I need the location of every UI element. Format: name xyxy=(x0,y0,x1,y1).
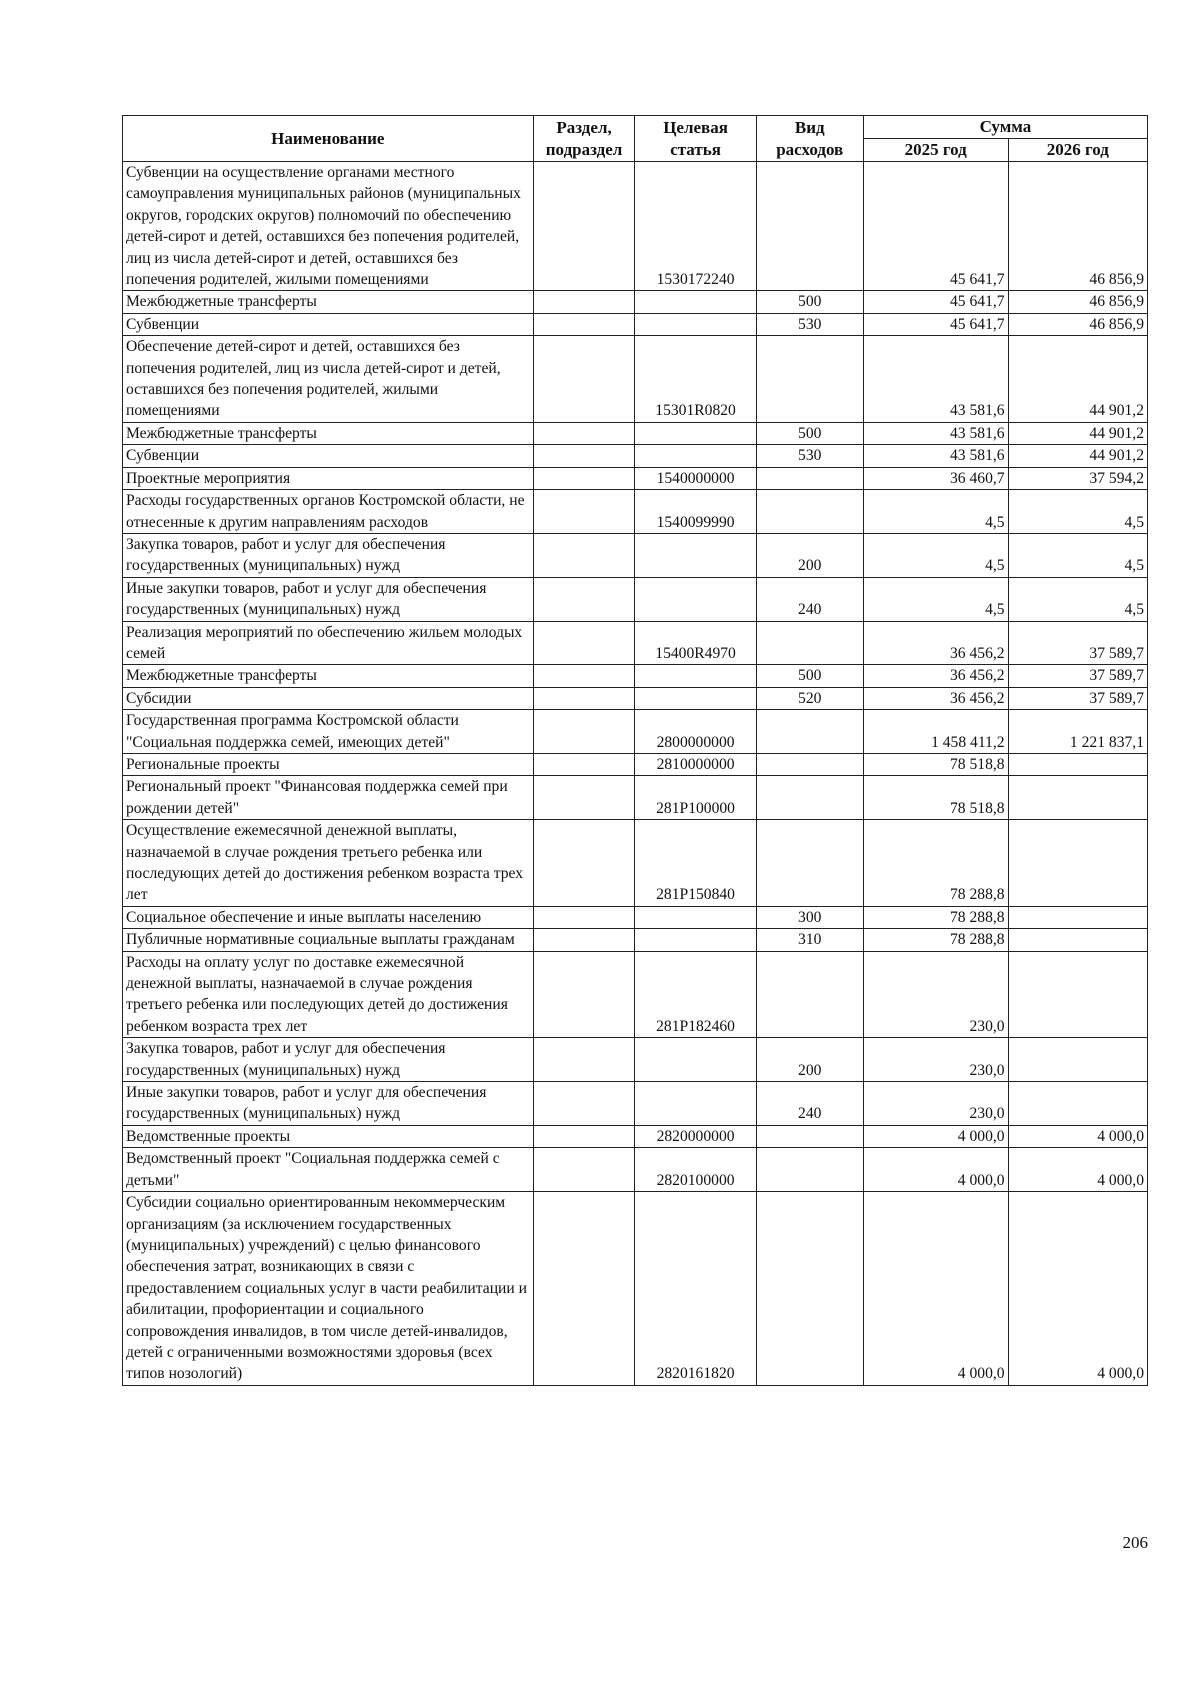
cell-section xyxy=(533,710,635,754)
cell-expense-type: 530 xyxy=(756,313,863,335)
cell-sum-2026: 37 589,7 xyxy=(1008,687,1147,709)
cell-sum-2026: 4 000,0 xyxy=(1008,1192,1147,1386)
cell-expense-type: 240 xyxy=(756,1082,863,1126)
cell-section xyxy=(533,291,635,313)
table-row xyxy=(123,929,1148,951)
cell-sum-2025: 78 288,8 xyxy=(863,906,1008,928)
header-name: Наименование xyxy=(123,116,534,162)
cell-sum-2026: 44 901,2 xyxy=(1008,422,1147,444)
cell-name: Публичные нормативные социальные выплаты гражданам xyxy=(123,929,534,951)
cell-section xyxy=(533,490,635,534)
cell-expense-type: 500 xyxy=(756,665,863,687)
table-row xyxy=(123,776,1148,820)
table-header xyxy=(123,116,1148,162)
table-row xyxy=(123,422,1148,444)
cell-section xyxy=(533,1125,635,1147)
cell-target-article: 2820100000 xyxy=(635,1148,756,1192)
cell-sum-2026: 4,5 xyxy=(1008,533,1147,577)
header-sum: Сумма xyxy=(863,116,1147,139)
budget-table xyxy=(122,115,1148,1386)
cell-sum-2025: 36 456,2 xyxy=(863,687,1008,709)
cell-sum-2025: 4,5 xyxy=(863,533,1008,577)
cell-expense-type: 200 xyxy=(756,533,863,577)
header-year-2026: 2026 год xyxy=(1008,139,1147,162)
cell-name: Региональные проекты xyxy=(123,753,534,775)
page-number: 206 xyxy=(1122,1533,1148,1552)
cell-section xyxy=(533,906,635,928)
cell-sum-2026 xyxy=(1008,951,1147,1038)
cell-name: Субсидии социально ориентированным некоммерческим организациям (за исключением государственных (муниципальных) учреждений) с целью финансового обеспечения затрат, возникающих в связи с предоставлением социальных услуг в части реабилитации и абилитации, профориентации и социального сопровождения инвалидов, в том числе детей-инвалидов, детей с ограниченными возможностями здоровья (всех типов нозологий) xyxy=(123,1192,534,1386)
cell-name: Субвенции на осуществление органами местного самоуправления муниципальных районов (муниципальных округов, городских округов) полномочий по обеспечению детей-сирот и детей, оставшихся без попечения родителей, лиц из числа детей-сирот и детей, оставшихся без попечения родителей, жилыми помещениями xyxy=(123,162,534,291)
cell-expense-type: 240 xyxy=(756,577,863,621)
cell-sum-2025: 1 458 411,2 xyxy=(863,710,1008,754)
cell-sum-2025: 36 460,7 xyxy=(863,467,1008,489)
cell-section xyxy=(533,313,635,335)
cell-sum-2026: 37 589,7 xyxy=(1008,665,1147,687)
cell-target-article xyxy=(635,291,756,313)
cell-target-article: 2810000000 xyxy=(635,753,756,775)
cell-sum-2025: 4 000,0 xyxy=(863,1125,1008,1147)
cell-expense-type: 200 xyxy=(756,1038,863,1082)
cell-expense-type: 530 xyxy=(756,445,863,467)
table-row xyxy=(123,1038,1148,1082)
cell-section xyxy=(533,621,635,665)
cell-target-article xyxy=(635,665,756,687)
cell-target-article xyxy=(635,533,756,577)
cell-name: Расходы государственных органов Костромской области, не отнесенные к другим направлениям расходов xyxy=(123,490,534,534)
table-row xyxy=(123,577,1148,621)
cell-target-article: 1540099990 xyxy=(635,490,756,534)
table-row xyxy=(123,313,1148,335)
cell-expense-type xyxy=(756,820,863,907)
cell-expense-type xyxy=(756,710,863,754)
cell-name: Межбюджетные трансферты xyxy=(123,291,534,313)
cell-name: Иные закупки товаров, работ и услуг для обеспечения государственных (муниципальных) нужд xyxy=(123,1082,534,1126)
cell-section xyxy=(533,687,635,709)
cell-name: Ведомственные проекты xyxy=(123,1125,534,1147)
cell-section xyxy=(533,753,635,775)
cell-sum-2025: 36 456,2 xyxy=(863,665,1008,687)
cell-sum-2025: 45 641,7 xyxy=(863,162,1008,291)
cell-sum-2025: 4 000,0 xyxy=(863,1148,1008,1192)
cell-sum-2025: 230,0 xyxy=(863,1082,1008,1126)
cell-name: Закупка товаров, работ и услуг для обеспечения государственных (муниципальных) нужд xyxy=(123,533,534,577)
header-target-article: Целевая статья xyxy=(635,116,756,162)
table-row xyxy=(123,906,1148,928)
cell-expense-type xyxy=(756,753,863,775)
cell-expense-type xyxy=(756,1148,863,1192)
cell-sum-2026: 46 856,9 xyxy=(1008,291,1147,313)
cell-sum-2026: 37 589,7 xyxy=(1008,621,1147,665)
cell-expense-type xyxy=(756,1125,863,1147)
cell-target-article xyxy=(635,929,756,951)
table-row xyxy=(123,1148,1148,1192)
cell-sum-2025: 4,5 xyxy=(863,490,1008,534)
cell-name: Ведомственный проект "Социальная поддержка семей с детьми" xyxy=(123,1148,534,1192)
cell-name: Региональный проект "Финансовая поддержка семей при рождении детей" xyxy=(123,776,534,820)
cell-target-article: 2800000000 xyxy=(635,710,756,754)
cell-expense-type xyxy=(756,162,863,291)
table-row xyxy=(123,533,1148,577)
cell-section xyxy=(533,445,635,467)
cell-target-article: 2820161820 xyxy=(635,1192,756,1386)
cell-sum-2026: 44 901,2 xyxy=(1008,445,1147,467)
cell-expense-type: 520 xyxy=(756,687,863,709)
table-row xyxy=(123,1192,1148,1386)
cell-target-article: 281P182460 xyxy=(635,951,756,1038)
cell-sum-2026: 44 901,2 xyxy=(1008,336,1147,423)
cell-expense-type xyxy=(756,621,863,665)
cell-section xyxy=(533,820,635,907)
cell-sum-2026: 37 594,2 xyxy=(1008,467,1147,489)
cell-name: Реализация мероприятий по обеспечению жильем молодых семей xyxy=(123,621,534,665)
cell-sum-2026: 46 856,9 xyxy=(1008,162,1147,291)
cell-sum-2025: 43 581,6 xyxy=(863,336,1008,423)
table-row xyxy=(123,753,1148,775)
cell-sum-2026: 4,5 xyxy=(1008,490,1147,534)
cell-sum-2025: 78 518,8 xyxy=(863,753,1008,775)
cell-sum-2025: 36 456,2 xyxy=(863,621,1008,665)
cell-expense-type xyxy=(756,951,863,1038)
cell-target-article xyxy=(635,313,756,335)
cell-sum-2025: 4,5 xyxy=(863,577,1008,621)
cell-sum-2025: 45 641,7 xyxy=(863,313,1008,335)
cell-sum-2026 xyxy=(1008,929,1147,951)
cell-expense-type: 310 xyxy=(756,929,863,951)
cell-sum-2025: 45 641,7 xyxy=(863,291,1008,313)
cell-section xyxy=(533,577,635,621)
cell-section xyxy=(533,1192,635,1386)
cell-section xyxy=(533,162,635,291)
cell-target-article xyxy=(635,1082,756,1126)
table-row xyxy=(123,710,1148,754)
cell-name: Субвенции xyxy=(123,445,534,467)
cell-section xyxy=(533,929,635,951)
cell-sum-2026 xyxy=(1008,776,1147,820)
table-row xyxy=(123,490,1148,534)
table-row xyxy=(123,467,1148,489)
cell-section xyxy=(533,336,635,423)
cell-sum-2026: 4 000,0 xyxy=(1008,1125,1147,1147)
table-body xyxy=(123,162,1148,1386)
table-row xyxy=(123,336,1148,423)
cell-section xyxy=(533,1082,635,1126)
cell-target-article: 15301R0820 xyxy=(635,336,756,423)
cell-sum-2026 xyxy=(1008,906,1147,928)
cell-name: Социальное обеспечение и иные выплаты населению xyxy=(123,906,534,928)
cell-name: Осуществление ежемесячной денежной выплаты, назначаемой в случае рождения третьего ребенка или последующих детей до достижения ребенком возраста трех лет xyxy=(123,820,534,907)
cell-target-article xyxy=(635,687,756,709)
cell-expense-type: 500 xyxy=(756,422,863,444)
table-row xyxy=(123,687,1148,709)
cell-name: Межбюджетные трансферты xyxy=(123,665,534,687)
cell-section xyxy=(533,665,635,687)
table-row xyxy=(123,445,1148,467)
cell-section xyxy=(533,533,635,577)
cell-target-article xyxy=(635,577,756,621)
cell-sum-2025: 230,0 xyxy=(863,951,1008,1038)
table-row xyxy=(123,951,1148,1038)
cell-target-article: 1530172240 xyxy=(635,162,756,291)
cell-sum-2026 xyxy=(1008,753,1147,775)
cell-sum-2026: 46 856,9 xyxy=(1008,313,1147,335)
cell-name: Субсидии xyxy=(123,687,534,709)
table-row xyxy=(123,665,1148,687)
cell-target-article xyxy=(635,1038,756,1082)
cell-name: Проектные мероприятия xyxy=(123,467,534,489)
cell-sum-2026 xyxy=(1008,1038,1147,1082)
cell-section xyxy=(533,951,635,1038)
cell-sum-2025: 43 581,6 xyxy=(863,445,1008,467)
cell-target-article: 1540000000 xyxy=(635,467,756,489)
cell-name: Расходы на оплату услуг по доставке ежемесячной денежной выплаты, назначаемой в случае рождения третьего ребенка или последующих детей до достижения ребенком возраста трех лет xyxy=(123,951,534,1038)
cell-name: Субвенции xyxy=(123,313,534,335)
cell-target-article: 2820000000 xyxy=(635,1125,756,1147)
cell-target-article xyxy=(635,906,756,928)
cell-section xyxy=(533,1148,635,1192)
cell-expense-type xyxy=(756,336,863,423)
cell-target-article: 281P100000 xyxy=(635,776,756,820)
table-row xyxy=(123,291,1148,313)
cell-section xyxy=(533,422,635,444)
cell-name: Обеспечение детей-сирот и детей, оставшихся без попечения родителей, лиц из числа детей-сирот и детей, оставшихся без попечения родителей, жилыми помещениями xyxy=(123,336,534,423)
cell-expense-type xyxy=(756,1192,863,1386)
table-row xyxy=(123,820,1148,907)
header-section: Раздел, подраздел xyxy=(533,116,635,162)
cell-sum-2026: 4 000,0 xyxy=(1008,1148,1147,1192)
cell-name: Межбюджетные трансферты xyxy=(123,422,534,444)
cell-sum-2025: 230,0 xyxy=(863,1038,1008,1082)
table-row xyxy=(123,1082,1148,1126)
cell-name: Иные закупки товаров, работ и услуг для обеспечения государственных (муниципальных) нужд xyxy=(123,577,534,621)
header-year-2025: 2025 год xyxy=(863,139,1008,162)
cell-expense-type xyxy=(756,490,863,534)
cell-section xyxy=(533,776,635,820)
table-row xyxy=(123,1125,1148,1147)
header-expense-type: Вид расходов xyxy=(756,116,863,162)
table-row xyxy=(123,162,1148,291)
cell-sum-2026 xyxy=(1008,1082,1147,1126)
cell-expense-type xyxy=(756,776,863,820)
cell-name: Закупка товаров, работ и услуг для обеспечения государственных (муниципальных) нужд xyxy=(123,1038,534,1082)
cell-target-article: 15400R4970 xyxy=(635,621,756,665)
cell-target-article: 281P150840 xyxy=(635,820,756,907)
table-row xyxy=(123,621,1148,665)
cell-sum-2025: 78 288,8 xyxy=(863,820,1008,907)
cell-sum-2025: 78 288,8 xyxy=(863,929,1008,951)
cell-name: Государственная программа Костромской области "Социальная поддержка семей, имеющих детей" xyxy=(123,710,534,754)
cell-sum-2025: 4 000,0 xyxy=(863,1192,1008,1386)
cell-target-article xyxy=(635,422,756,444)
cell-sum-2026 xyxy=(1008,820,1147,907)
cell-target-article xyxy=(635,445,756,467)
cell-sum-2026: 1 221 837,1 xyxy=(1008,710,1147,754)
cell-expense-type: 500 xyxy=(756,291,863,313)
cell-expense-type: 300 xyxy=(756,906,863,928)
cell-expense-type xyxy=(756,467,863,489)
cell-sum-2025: 43 581,6 xyxy=(863,422,1008,444)
cell-section xyxy=(533,1038,635,1082)
cell-sum-2026: 4,5 xyxy=(1008,577,1147,621)
budget-document-page xyxy=(122,115,1148,1386)
cell-sum-2025: 78 518,8 xyxy=(863,776,1008,820)
cell-section xyxy=(533,467,635,489)
